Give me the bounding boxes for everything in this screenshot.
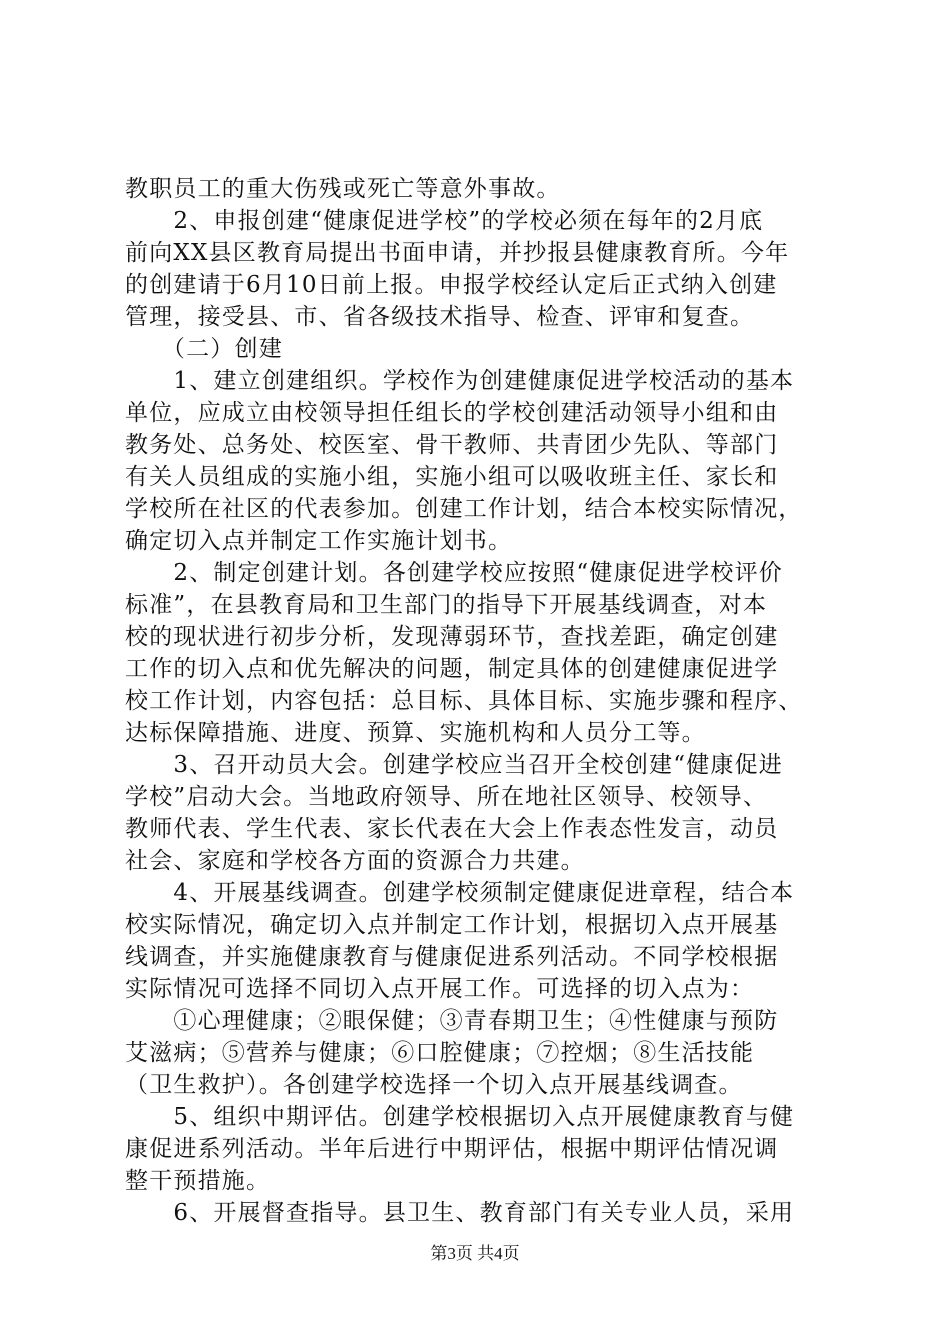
- text-line: 实际情况可选择不同切入点开展工作。可选择的切入点为：: [125, 976, 755, 1002]
- text-line: 管理，接受县、市、省各级技术指导、检查、评审和复查。: [125, 304, 755, 330]
- text-line: 学校所在社区的代表参加。创建工作计划，结合本校实际情况，: [125, 496, 803, 522]
- text-line: 6、开展督查指导。县卫生、教育部门有关专业人员，采用: [125, 1200, 795, 1226]
- text-line: 2、制定创建计划。各创建学校应按照“健康促进学校评价: [125, 560, 783, 586]
- text-line: 康促进系列活动。半年后进行中期评估，根据中期评估情况调: [125, 1136, 779, 1162]
- text-line: 5、组织中期评估。创建学校根据切入点开展健康教育与健: [125, 1104, 795, 1130]
- text-line: 社会、家庭和学校各方面的资源合力共建。: [125, 848, 585, 874]
- text-line: 3、召开动员大会。创建学校应当召开全校创建“健康促进: [125, 752, 783, 778]
- text-line: 确定切入点并制定工作实施计划书。: [125, 528, 513, 554]
- text-line: ①心理健康；②眼保健；③青春期卫生；④性健康与预防: [125, 1008, 779, 1034]
- text-line: 校工作计划，内容包括：总目标、具体目标、实施步骤和程序、: [125, 688, 803, 714]
- text-line: 单位，应成立由校领导担任组长的学校创建活动领导小组和由: [125, 400, 779, 426]
- text-line: 艾滋病；⑤营养与健康；⑥口腔健康；⑦控烟；⑧生活技能: [125, 1040, 755, 1066]
- text-line: 教职员工的重大伤残或死亡等意外事故。: [125, 176, 561, 202]
- text-line: 前向XX县区教育局提出书面申请，并抄报县健康教育所。今年: [125, 240, 790, 266]
- text-line: （卫生救护）。各创建学校选择一个切入点开展基线调查。: [125, 1072, 743, 1098]
- text-line: 教务处、总务处、校医室、骨干教师、共青团少先队、等部门: [125, 432, 779, 458]
- text-line: 线调查，并实施健康教育与健康促进系列活动。不同学校根据: [125, 944, 779, 970]
- text-line: 1、建立创建组织。学校作为创建健康促进学校活动的基本: [125, 368, 795, 394]
- text-line: 校实际情况，确定切入点并制定工作计划，根据切入点开展基: [125, 912, 779, 938]
- text-line: 有关人员组成的实施小组，实施小组可以吸收班主任、家长和: [125, 464, 779, 490]
- text-line: 工作的切入点和优先解决的问题，制定具体的创建健康促进学: [125, 656, 779, 682]
- section-heading: （二）创建: [125, 336, 283, 362]
- text-line: 4、开展基线调查。创建学校须制定健康促进章程，结合本: [125, 880, 795, 906]
- text-line: 标准”，在县教育局和卫生部门的指导下开展基线调查，对本: [125, 592, 768, 618]
- page-footer: 第3页 共4页: [430, 1244, 520, 1263]
- text-line: 整干预措施。: [125, 1168, 271, 1194]
- text-line: 校的现状进行初步分析，发现薄弱环节，查找差距，确定创建: [125, 624, 779, 650]
- text-line: 学校”启动大会。当地政府领导、所在地社区领导、校领导、: [125, 784, 768, 810]
- text-line: 的创建请于6月10日前上报。申报学校经认定后正式纳入创建: [125, 272, 778, 298]
- text-line: 教师代表、学生代表、家长代表在大会上作表态性发言，动员: [125, 816, 779, 842]
- text-line: 达标保障措施、进度、预算、实施机构和人员分工等。: [125, 720, 706, 746]
- text-line: 2、申报创建“健康促进学校”的学校必须在每年的2月底: [125, 208, 764, 234]
